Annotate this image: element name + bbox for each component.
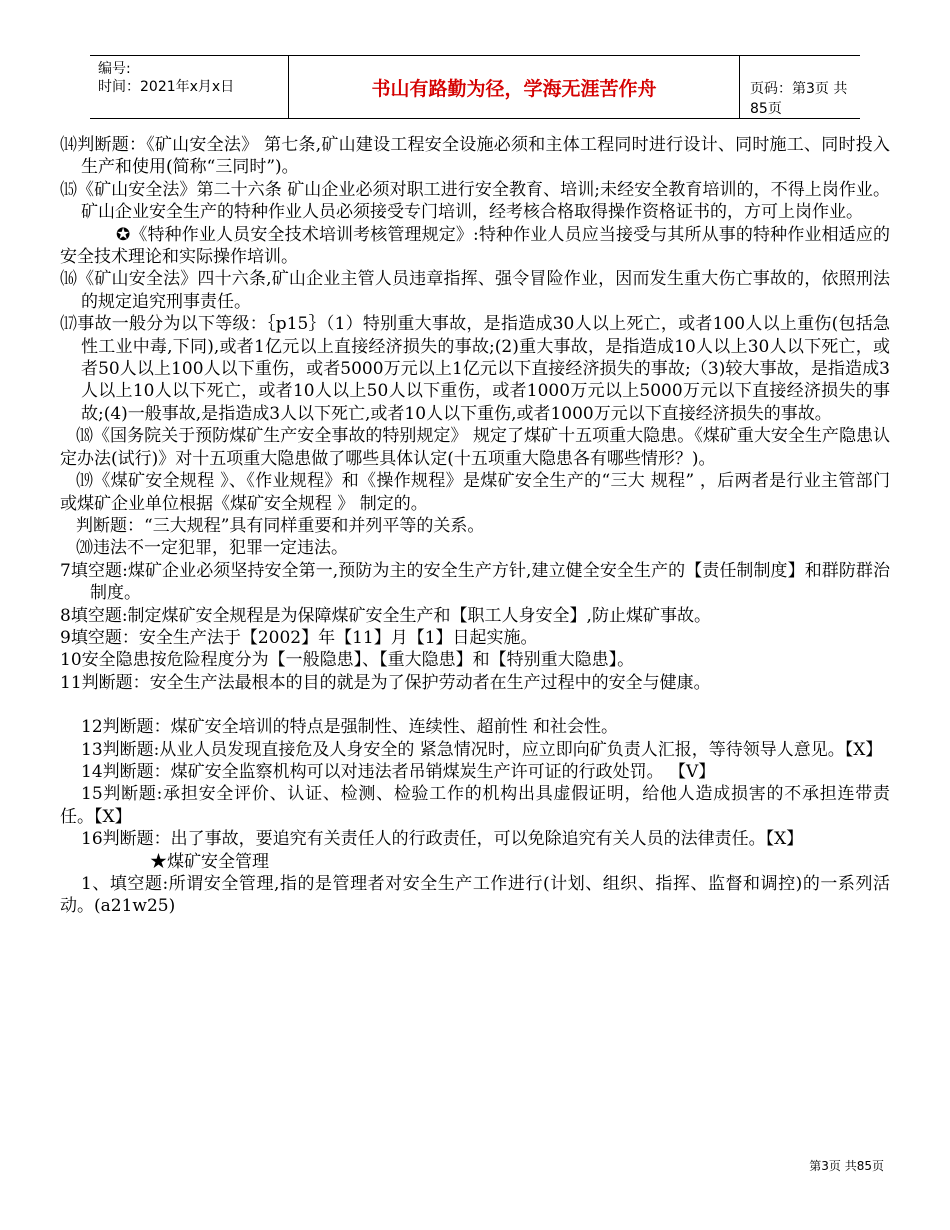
- paragraph-15: ⒂《矿山安全法》第二十六条 矿山企业必须对职工进行安全教育、培训;未经安全教育培训的，不得上岗作业。矿山企业安全生产的特种作业人员必须接受专门培训，经考核合格取得操作资格证书的，方可上岗作业。: [60, 179, 890, 223]
- paragraph-special-training: ✪《特种作业人员安全技术培训考核管理规定》:特种作业人员应当接受与其所从事的特种作业相适应的安全技术理论和实际操作培训。: [60, 224, 890, 268]
- question-16: 16判断题：出了事故，要追究有关责任人的行政责任，可以免除追究有关人员的法律责任。【X】: [81, 829, 804, 850]
- question-13: 13判断题:从业人员发现直接危及人身安全的 紧急情况时，应立即向矿负责人汇报，等待领导人意见。【X】: [81, 739, 883, 760]
- paragraph-14: ⒁判断题：《矿山安全法》 第七条,矿山建设工程安全设施必须和主体工程同时进行设计、同时施工、同时投入生产和使用(简称“三同时”)。: [60, 135, 890, 178]
- question-12: 12判断题：煤矿安全培训的特点是强制性、连续性、超前性 和社会性。: [81, 717, 619, 738]
- question-10: 10安全隐患按危险程度分为【一般隐患】、【重大隐患】和【特别重大隐患】。: [60, 650, 635, 671]
- question-7: 7填空题:煤矿企业必须坚持安全第一,预防为主的安全生产方针,建立健全安全生产的【责任制制度】和群防群治制度。: [60, 560, 890, 604]
- header-motto: 书山有路勤为径，学海无涯苦作舟: [288, 56, 740, 118]
- question-1-safety-management: 1、填空题:所谓安全管理,指的是管理者对安全生产工作进行(计划、组织、指挥、监督和调控)的一系列活动。(a21w25): [60, 874, 890, 917]
- document-time: 时间：2021年x月x日: [98, 79, 235, 95]
- question-15: 15判断题:承担安全评价、认证、检测、检验工作的机构出具虚假证明，给他人造成损害的不承担连带责任。【X】: [60, 784, 890, 827]
- question-8: 8填空题:制定煤矿安全规程是为保障煤矿安全生产和【职工人身安全】,防止煤矿事故。: [60, 605, 711, 626]
- paragraph-judgement-three-rules: 判断题：“三大规程”具有同样重要和并列平等的关系。: [76, 515, 485, 536]
- question-11: 11判断题：安全生产法最根本的目的就是为了保护劳动者在生产过程中的安全与健康。: [60, 672, 711, 693]
- header-meta: [98, 60, 288, 96]
- question-14: 14判断题：煤矿安全监察机构可以对违法者吊销煤炭生产许可证的行政处罚。 【V】: [81, 761, 716, 782]
- page-header: [90, 55, 860, 119]
- paragraph-16: ⒃《矿山安全法》四十六条,矿山企业主管人员违章指挥、强令冒险作业，因而发生重大伤亡事故的，依照刑法的规定追究刑事责任。: [60, 269, 890, 312]
- paragraph-19: ⒆《煤矿安全规程 》、《作业规程》和《操作规程》是煤矿安全生产的“三大 规程” ，后两者是行业主管部门或煤矿企业单位根据《煤矿安全规程 》 制定的。: [60, 471, 890, 514]
- document-body: [60, 134, 890, 918]
- page-footer: 第3页 共85页: [809, 1159, 884, 1173]
- paragraph-18: ⒅《国务院关于预防煤矿生产安全事故的特别规定》 规定了煤矿十五项重大隐患。《煤矿重大安全生产隐患认定办法(试行)》对十五项重大隐患做了哪些具体认定(十五项重大隐患各有哪些情形？)。: [60, 426, 890, 469]
- blank-line: [60, 694, 890, 716]
- paragraph-17: ⒄事故一般分为以下等级：｛p15｝（1）特别重大事故，是指造成30人以上死亡，或者100人以上重伤(包括急性工业中毒,下同),或者1亿元以上直接经济损失的事故;(2)重大事故，是指造成10人以上30人以下死亡，或者50人以上100人以下重伤，或者5000万元以上1亿元以下直接经济损失的事故;（3)较大事故，是指造成3人以上10人以下死亡，或者10人以上50人以下重伤，或者1000万元以上5000万元以下直接经济损失的事故;(4)一般事故,是指造成3人以下死亡,或者10人以下重伤,或者1000万元以下直接经济损失的事故。: [60, 314, 890, 424]
- paragraph-20: ⒇违法不一定犯罪，犯罪一定违法。: [76, 538, 348, 559]
- header-page-number: 页码：第3页 共85页: [750, 81, 848, 117]
- document-number-label: 编号:: [98, 61, 131, 77]
- section-title-coal-mine-safety-management: ★煤矿安全管理: [150, 851, 269, 872]
- question-9: 9填空题：安全生产法于【2002】年【11】月【1】日起实施。: [60, 627, 538, 648]
